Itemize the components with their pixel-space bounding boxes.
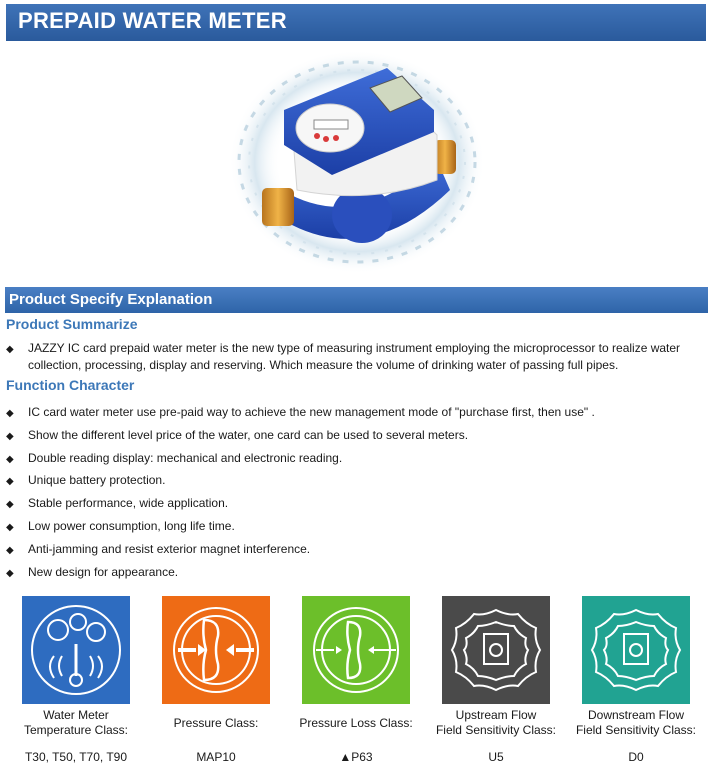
list-item [6, 404, 696, 421]
spec-label [568, 708, 704, 738]
summary-heading: Product Summarize [6, 316, 138, 332]
list-item [6, 427, 696, 444]
spec-label [428, 708, 564, 738]
spec-label-line1: Upstream Flow [455, 708, 537, 722]
list-item-text: Anti-jamming and resist exterior magnet interference. [28, 542, 311, 556]
list-item-text: Low power consumption, long life time. [28, 519, 235, 533]
spec-label-line2: Field Sensitivity Class: [435, 723, 557, 737]
spec-label [288, 716, 424, 731]
section-title: Product Specify Explanation [9, 291, 213, 308]
summary-text: JAZZY IC card prepaid water meter is the new type of measuring instrument employing the microprocessor to realize water collection, processing, display and reserving. Which measure the volume of drinking water of passing full pipes. [28, 341, 681, 372]
spec-label-line2: Temperature Class: [23, 723, 129, 737]
spec-label-line1: Pressure Class: [173, 716, 259, 730]
spec-label-line1: Downstream Flow [587, 708, 685, 722]
water-meter-image [222, 40, 492, 280]
function-heading: Function Character [6, 377, 135, 393]
diamond-bullet-icon: ◆ [6, 476, 14, 487]
spec-value: T30, T50, T70, T90 [24, 750, 128, 764]
downstream-flow-icon [582, 596, 690, 704]
list-item-text: New design for appearance. [28, 565, 179, 579]
list-item [6, 450, 696, 467]
list-item [6, 541, 696, 558]
diamond-bullet-icon: ◆ [6, 522, 14, 533]
list-item [6, 518, 696, 535]
list-item [6, 472, 696, 489]
diamond-bullet-icon: ◆ [6, 568, 14, 579]
upstream-flow-icon [442, 596, 550, 704]
diamond-bullet-icon: ◆ [6, 408, 14, 419]
spec-value: ▲P63 [339, 750, 373, 764]
list-item-text: Unique battery protection. [28, 473, 166, 487]
pressure-icon [162, 596, 270, 704]
list-item-text: Double reading display: mechanical and electronic reading. [28, 451, 343, 465]
title-bar [6, 4, 706, 41]
spec-value: MAP10 [196, 750, 236, 764]
list-item-text: Stable performance, wide application. [28, 496, 229, 510]
list-item-text: IC card water meter use pre-paid way to achieve the new management mode of "purchase first, then use" . [28, 405, 595, 419]
list-item-text: Show the different level price of the water, one card can be used to several meters. [28, 428, 469, 442]
thermometer-gauge-icon [22, 596, 130, 704]
section-bar [5, 287, 708, 313]
summary-item [6, 340, 696, 374]
list-item [6, 564, 696, 581]
diamond-bullet-icon: ◆ [6, 454, 14, 465]
diamond-bullet-icon: ◆ [6, 545, 14, 556]
list-item [6, 495, 696, 512]
spec-value: U5 [488, 750, 504, 764]
spec-label [8, 708, 144, 738]
diamond-bullet-icon: ◆ [6, 499, 14, 510]
spec-label [148, 716, 284, 731]
pressure-loss-icon [302, 596, 410, 704]
diamond-bullet-icon: ◆ [6, 344, 14, 355]
spec-label-line2: Field Sensitivity Class: [575, 723, 697, 737]
page-title: PREPAID WATER METER [18, 8, 287, 33]
spec-value: D0 [628, 750, 644, 764]
spec-label-line1: Pressure Loss Class: [299, 716, 413, 730]
diamond-bullet-icon: ◆ [6, 431, 14, 442]
spec-label-line1: Water Meter [43, 708, 109, 722]
